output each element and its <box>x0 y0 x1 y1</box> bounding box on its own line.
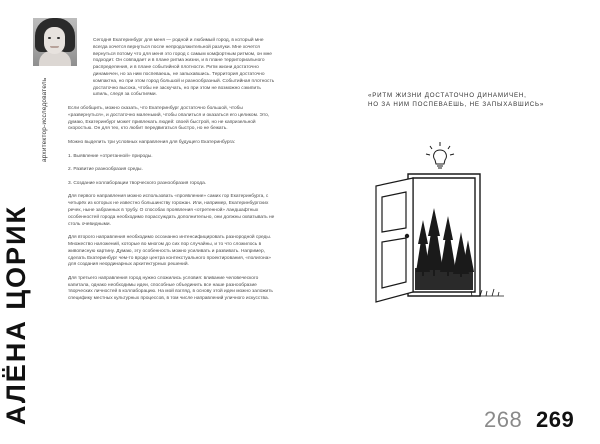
open-door-forest-icon <box>368 140 508 305</box>
list-item-2: 2. Развитие разнообразия среды. <box>68 167 143 173</box>
paragraph-intro: Сегодня Екатеринбург для меня — родной и любимый город, в который мне всегда хочется вернуться после непродолжительной разлуки. Мне хочется вернуться потому что для меня это город с самым комфортным ритмом, он мне подходит. Он совпадает и в плане ритма жизни, и в плане территориального распределения, и в плане событийной плотности. Ритм жизни достаточно динамичен, но за ним поспеваешь, не запыхавшись. Территория достаточно компактна, но при этом город большой и разнообразный. Событийная плотность достаточно высока, чтобы не заскучать, но при этом не возможно сэкипить шпиль, следя за событиями. <box>93 38 275 98</box>
article-body <box>68 38 275 310</box>
page-number-right: 269 <box>536 407 575 432</box>
quote-line-1: «РИТМ ЖИЗНИ ДОСТАТОЧНО ДИНАМИЧЕН, <box>368 92 527 99</box>
author-name: АЛЁНА ЦОРИК <box>1 205 31 425</box>
paragraph-second-direction: Для второго направления необходимо осознанно интенсифицировать разнородной среды. Множество наложений, которые во многом до сих пор случайны, и то что сложилось в живописную картину. Думаю, эту особенность можно усиливать и развивать. Например, сделать Екатеринбург чем-то вроде центра контекстуального проектирования, «полигона» для создания неординарных архитектурных решений. <box>68 235 272 268</box>
paragraph-third-direction: Для третьего направления город нужно сложились условия: вливание человеческого капитала, однако необходимы идеи, способные объединить все наше разнообразие творческих личностей в коллаборацию. На мой взгляд, в основу этой идеи можно заложить специфику местных культурных процессов, в том числе направлений уличного искусства. <box>68 275 273 302</box>
list-item-1: 1. Выявление «отретанной» природы. <box>68 153 153 159</box>
paragraph-first-direction: Для первого направления можно использовать «проявление» самих гор Екатеринбурга, с четырёх из которых не известно большинству горожан. Или, например, Екатеринбургских речек, ныне забранных в трубу. О способах проявления «отретенной» ландшафтных особенностей города необходимо порассуждать дополнительно, они должны охватывать не столь очевидными. <box>68 194 275 227</box>
page-number-left: 268 <box>484 407 523 432</box>
quote-line-2: НО ЗА НИМ ПОСПЕВАЕШЬ, НЕ ЗАПЫХАВШИСЬ» <box>368 101 545 108</box>
list-item-3: 3. Создание коллаборации творческого разнообразия города. <box>68 180 207 186</box>
paragraph-summary: Если обобщить, можно сказать, что Екатеринбург достаточно большой, чтобы «развернуться», и достаточно маленький, чтобы опалиться и оказаться его целиком. Это, думаю, Екатеринбург может привлекать людей: своей быстрой, но не капризельной скоростью. Он для тех, кто любит передвигаться быстро, но не бежать. <box>68 105 270 132</box>
paragraph-directions-intro: Можно выделить три условных направления для будущего Екатеринбурга: <box>68 139 236 145</box>
author-role: архитектор-исследователь <box>41 77 48 162</box>
pull-quote <box>368 91 568 109</box>
